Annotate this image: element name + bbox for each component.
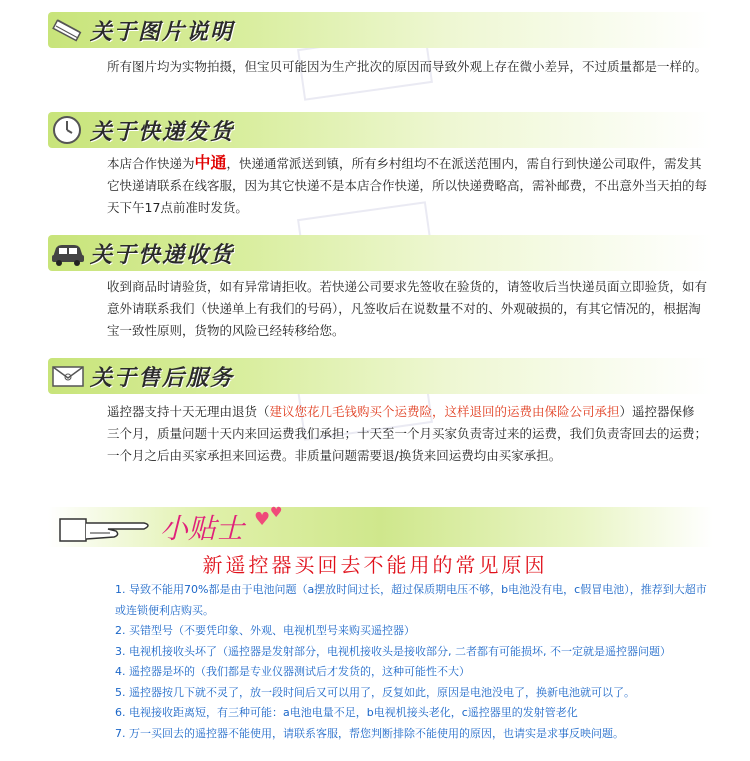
section-title: 关于售后服务 xyxy=(90,365,235,391)
text-part: 本店合作快递为 xyxy=(107,156,195,171)
tips-list xyxy=(115,580,715,744)
section-text xyxy=(107,152,707,219)
list-item: 5. 遥控器按几下就不灵了，放一段时间后又可以用了，反复如此，原因是电池没电了，换新电池就可以了。 xyxy=(115,685,635,699)
section-banner-shipping xyxy=(48,112,713,148)
pointing-hand-icon xyxy=(56,511,156,549)
list-item: 2. 买错型号（不要凭印象、外观、电视机型号来购买遥控器） xyxy=(115,624,415,637)
text-part: ，快递通常派送到镇，所有乡村组均不在派送范围内，需自行到快递公司取件，需发其它快递请联系在线客服，因为其它快递不是本店合作快递，所以快递费略高，需补邮费，不出意外当天拍的每天下午17点前准时发货。 xyxy=(107,156,708,215)
section-text: 收到商品时请验货，如有异常请拒收。若快递公司要求先签收在验货的，请签收后当快递员面立即验货，如有意外请联系我们（快递单上有我们的号码），凡签收后在说数量不对的、外观破损的，有其它情况的，根据淘宝一致性原则，货物的风险已经转移给您。 xyxy=(107,279,708,338)
highlight-courier: 中通 xyxy=(194,153,227,172)
list-item: 6. 电视接收距离短，有三种可能：a电池电量不足，b电视机接头老化，c遥控器里的发射管老化 xyxy=(115,706,578,719)
section-banner-image-notice xyxy=(48,12,713,48)
text-part: ）遥控器保修三个月，质量问题十天内来回运费我们承担；十天至一个月买家负责寄过来的运费，我们负责寄回去的运费；一个月之后由买家承担来回运费。非质量问题需要退/换货来回运费均由买家承担。 xyxy=(107,404,708,463)
list-item: 7. 万一买回去的遥控器不能使用，请联系客服，帮您判断排除不能使用的原因，也请实是求事反映问题。 xyxy=(115,726,624,740)
mail-icon xyxy=(50,360,86,392)
tips-title: 小贴士 xyxy=(160,512,245,545)
list-item: 1. 导致不能用70%都是由于电池问题（a摆放时间过长，超过保质期电压不够，b电池没有电，c假冒电池），推荐到大超市或连锁便利店购买。 xyxy=(115,583,707,617)
pencil-icon xyxy=(50,14,86,46)
section-banner-receiving xyxy=(48,235,713,271)
tips-banner xyxy=(48,507,713,547)
section-title: 关于图片说明 xyxy=(90,19,235,45)
heart-icon: ♥ xyxy=(254,509,271,530)
section-banner-after-sales xyxy=(48,358,713,394)
section-text: 所有图片均为实物拍摄，但宝贝可能因为生产批次的原因而导致外观上存在微小差异，不过质量都是一样的。 xyxy=(107,59,708,74)
section-title: 关于快递收货 xyxy=(90,242,235,268)
clock-icon xyxy=(50,114,86,146)
section-text xyxy=(107,401,707,467)
list-item: 4. 遥控器是坏的（我们都是专业仪器测试后才发货的，这种可能性不大） xyxy=(115,665,470,678)
highlight-insurance: 建议您花几毛钱购买个运费险，这样退回的运费由保险公司承担 xyxy=(269,404,620,419)
heart-icon: ♥ xyxy=(270,505,283,521)
car-icon xyxy=(50,237,86,269)
tips-subtitle: 新遥控器买回去不能用的常见原因 xyxy=(202,553,548,577)
text-part: 遥控器支持十天无理由退货（ xyxy=(107,404,270,419)
list-item: 3. 电视机接收头坏了（遥控器是发射部分，电视机接收头是接收部分, 二者都有可能损坏, 不一定就是遥控器问题） xyxy=(115,644,671,658)
section-title: 关于快递发货 xyxy=(90,119,235,145)
